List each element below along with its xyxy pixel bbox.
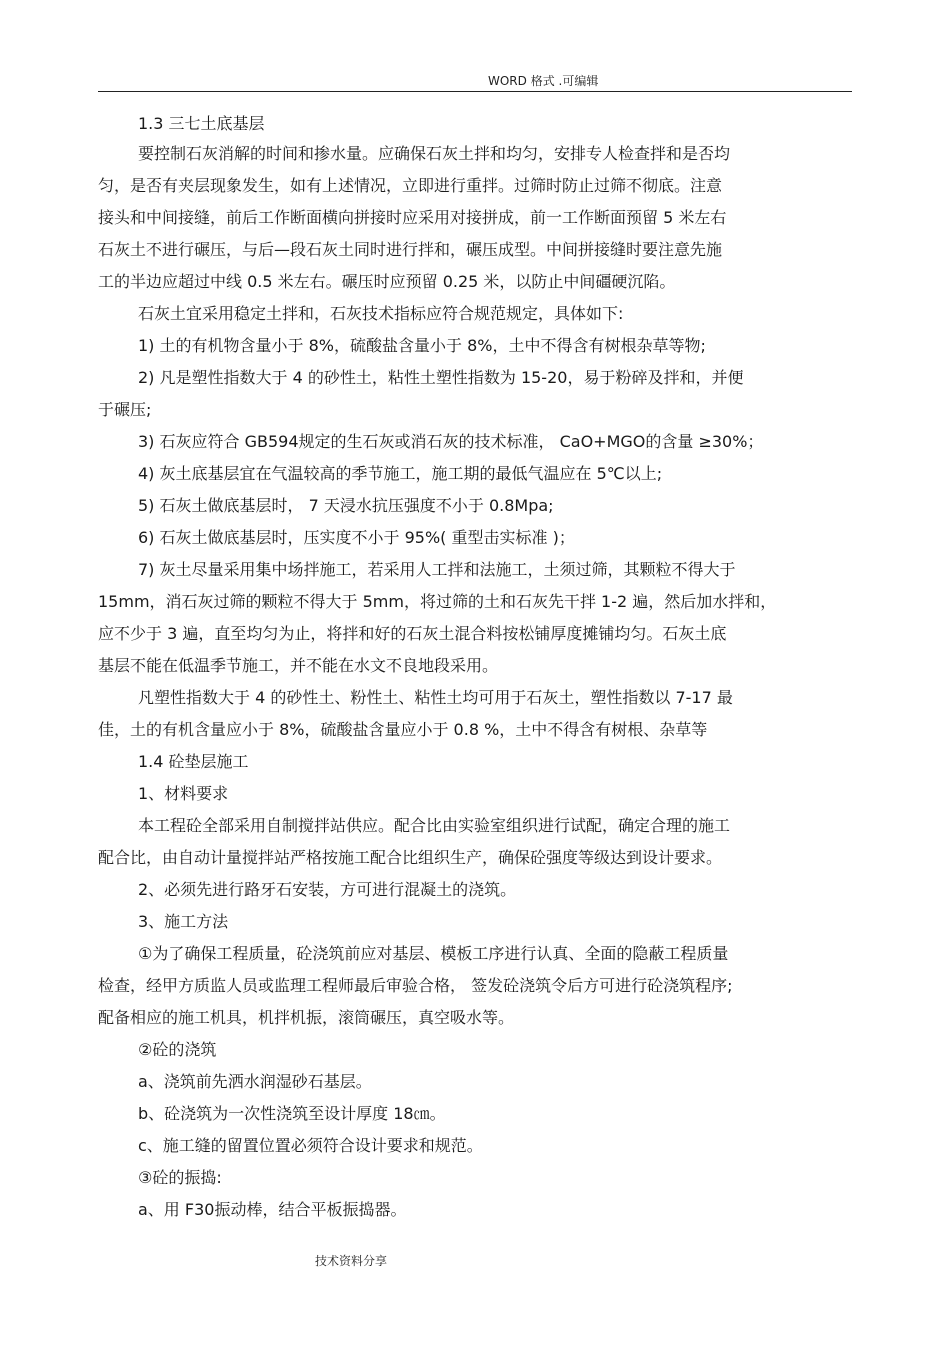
subheading: ②砼的浇筑 xyxy=(138,1040,217,1059)
section-heading-1-3: 1.3 三七土底基层 xyxy=(138,114,265,133)
text-line: 凡塑性指数大于 4 的砂性土、粉性土、粘性土均可用于石灰土，塑性指数以 7-17 最 xyxy=(138,688,733,707)
text-line: 接头和中间接缝，前后工作断面横向拼接时应采用对接拼成，前一工作断面预留 5 米左右 xyxy=(98,208,727,227)
list-item: a、用 F30振动棒，结合平板振捣器。 xyxy=(138,1200,407,1219)
header-rule xyxy=(98,91,852,92)
section-heading-1-4: 1.4 砼垫层施工 xyxy=(138,752,249,771)
text-line: ①为了确保工程质量，砼浇筑前应对基层、模板工序进行认真、全面的隐蔽工程质量 xyxy=(138,944,729,963)
text-line: 要控制石灰消解的时间和掺水量。应确保石灰土拌和均匀，安排专人检查拌和是否均 xyxy=(138,144,731,163)
text-line: 匀，是否有夹层现象发生，如有上述情况，立即进行重拌。过筛时防止过筛不彻底。注意 xyxy=(98,176,723,195)
text-line: 石灰土不进行碾压，与后—段石灰土同时进行拌和，碾压成型。中间拼接缝时要注意先施 xyxy=(98,240,723,259)
subheading: 3、施工方法 xyxy=(138,912,229,931)
text-line: 配备相应的施工机具，机拌机振，滚筒碾压，真空吸水等。 xyxy=(98,1008,515,1027)
text-line: 基层不能在低温季节施工，并不能在水文不良地段采用。 xyxy=(98,656,499,675)
list-item: 3) 石灰应符合 GB594规定的生石灰或消石灰的技术标准， CaO+MGO的含量 ≥30%； xyxy=(138,432,764,451)
text-line: 于碾压; xyxy=(98,400,152,419)
page-header: WORD 格式 .可编辑 xyxy=(488,74,599,88)
list-item: 1) 土的有机物含量小于 8%，硫酸盐含量小于 8%，土中不得含有树根杂草等物; xyxy=(138,336,706,355)
text-line: 本工程砼全部采用自制搅拌站供应。配合比由实验室组织进行试配，确定合理的施工 xyxy=(138,816,731,835)
text-line: 工的半边应超过中线 0.5 米左右。碾压时应预留 0.25 米，以防止中间礓硬沉陷。 xyxy=(98,272,676,291)
list-item: c、施工缝的留置位置必须符合设计要求和规范。 xyxy=(138,1136,483,1155)
list-item: 4) 灰土底基层宜在气温较高的季节施工，施工期的最低气温应在 5℃以上; xyxy=(138,464,663,483)
subheading: ③砼的振捣: xyxy=(138,1168,222,1187)
list-item: 6) 石灰土做底基层时，压实度不小于 95%( 重型击实标准 )； xyxy=(138,528,575,547)
text-line: 检查，经甲方质监人员或监理工程师最后审验合格， 签发砼浇筑令后方可进行砼浇筑程序; xyxy=(98,976,733,995)
list-item: 5) 石灰土做底基层时， 7 天浸水抗压强度不小于 0.8Mpa; xyxy=(138,496,554,515)
subheading: 2、必须先进行路牙石安装，方可进行混凝土的浇筑。 xyxy=(138,880,517,899)
text-line: 应不少于 3 遍，直至均匀为止，将拌和好的石灰土混合料按松铺厚度摊铺均匀。石灰土底 xyxy=(98,624,727,643)
page-footer: 技术资料分享 xyxy=(315,1254,388,1268)
subheading: 1、材料要求 xyxy=(138,784,229,803)
text-line: 佳，土的有机含量应小于 8%，硫酸盐含量应小于 0.8 %，土中不得含有树根、杂草等 xyxy=(98,720,708,739)
list-item: b、砼浇筑为一次性浇筑至设计厚度 18㎝。 xyxy=(138,1104,446,1123)
text-line: 15mm，消石灰过筛的颗粒不得大于 5mm，将过筛的土和石灰先干拌 1-2 遍，然后加水拌和， xyxy=(98,592,777,611)
text-line: 石灰土宜采用稳定土拌和，石灰技术指标应符合规范规定，具体如下: xyxy=(138,304,624,323)
text-line: 配合比，由自动计量搅拌站严格按施工配合比组织生产，确保砼强度等级达到设计要求。 xyxy=(98,848,723,867)
list-item: 2) 凡是塑性指数大于 4 的砂性土，粘性土塑性指数为 15-20，易于粉碎及拌和，并便 xyxy=(138,368,744,387)
list-item: a、浇筑前先洒水润湿砂石基层。 xyxy=(138,1072,372,1091)
list-item: 7) 灰土尽量采用集中场拌施工，若采用人工拌和法施工，土须过筛，其颗粒不得大于 xyxy=(138,560,736,579)
